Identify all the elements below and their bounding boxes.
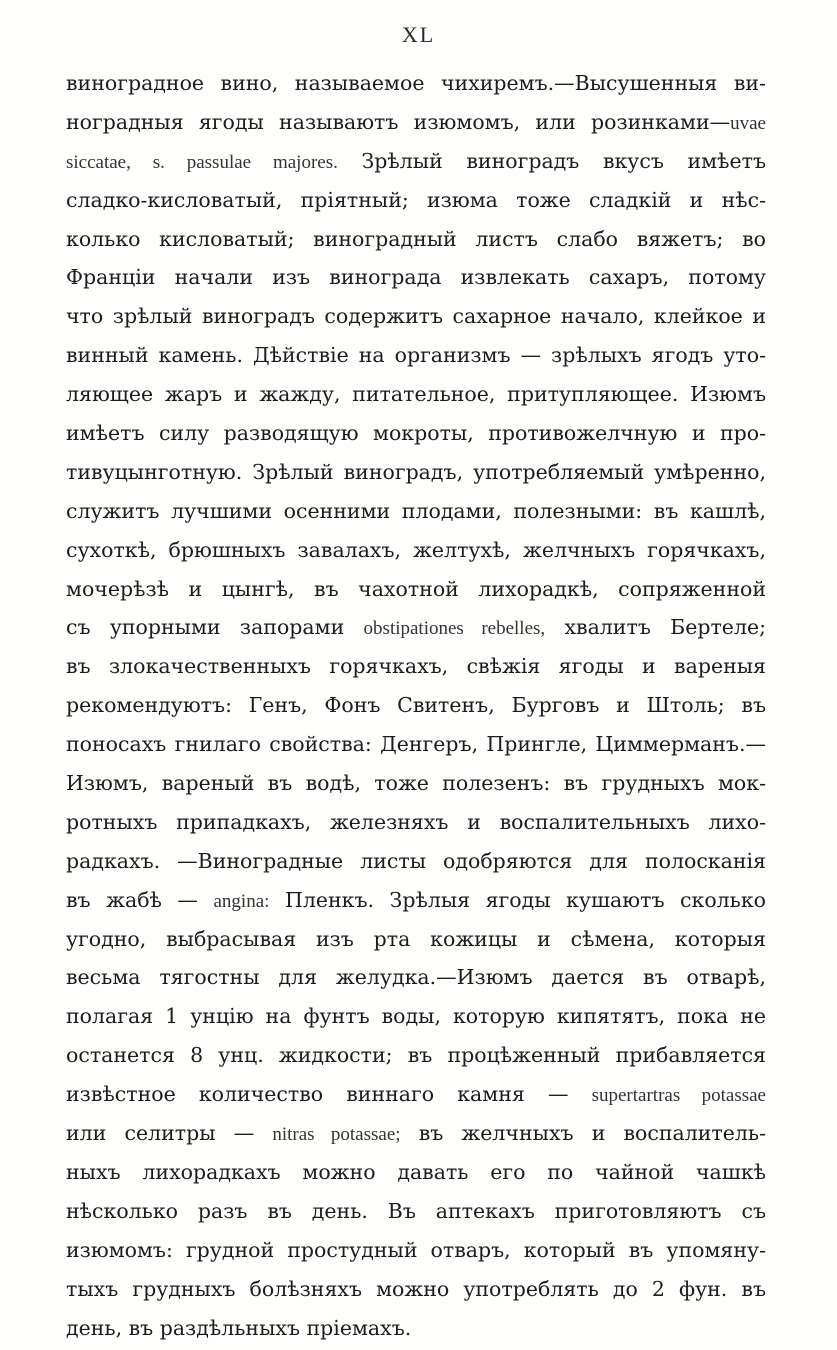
text-line [66, 220, 766, 259]
text-segment: рекомендуютъ: Генъ, Фонъ Свитенъ, Бурговъ и Штоль; въ [66, 693, 766, 718]
text-segment: весьма тягостны для желудка.—Изюмъ дается въ отварѣ, [66, 965, 766, 990]
text-line [66, 608, 766, 647]
text-segment: Франціи начали изъ винограда извлекать сахаръ, потому [66, 265, 766, 290]
text-segment: виноградное вино, называемое чихиремъ.—Высушенныя ви- [66, 71, 766, 95]
text-line [66, 881, 766, 920]
text-segment: сладко-кисловатый, пріятный; изюма тоже сладкій и нѣс- [66, 187, 766, 212]
text-segment: Зрѣлый виноградъ вкусъ имѣетъ [337, 148, 766, 173]
text-segment: нѣсколько разъ въ день. Въ аптекахъ приготовляютъ съ [66, 1198, 766, 1223]
text-line [66, 1153, 766, 1192]
text-line [66, 803, 766, 842]
text-segment: въ желчныхъ и воспалитель- [400, 1121, 766, 1146]
text-segment: винный камень. Дѣйствіе на организмъ — зрѣлыхъ ягодъ уто- [66, 343, 766, 368]
text-line [66, 686, 766, 725]
text-segment: полагая 1 унцію на фунтъ воды, которую кипятятъ, пока не [66, 1004, 766, 1029]
text-segment: Пленкъ. Зрѣлыя ягоды кушаютъ сколько [269, 887, 766, 912]
text-segment: или селитры — [66, 1121, 273, 1146]
text-line [66, 103, 766, 142]
text-segment: день, въ раздѣльныхъ пріемахъ. [66, 1315, 412, 1340]
text-segment: Изюмъ, вареный въ водѣ, тоже полезенъ: въ грудныхъ мок- [66, 771, 766, 796]
text-line [66, 258, 766, 297]
text-line [66, 570, 766, 609]
text-line [66, 958, 766, 997]
text-line [66, 1309, 766, 1348]
text-line [66, 375, 766, 414]
text-line [66, 997, 766, 1036]
text-line [66, 842, 766, 881]
text-segment: радкахъ. —Виноградные листы одобряются для полосканія [66, 848, 766, 873]
text-line [66, 64, 766, 103]
text-line [66, 531, 766, 570]
text-segment: угодно, выбрасывая изъ рта кожицы и сѣмена, которыя [66, 926, 766, 951]
text-segment: въ жабѣ — [66, 887, 214, 912]
text-segment: служитъ лучшими осенними плодами, полезными: въ кашлѣ, [66, 498, 766, 523]
text-line [66, 764, 766, 803]
text-segment: мочерѣзѣ и цынгѣ, въ чахотной лихорадкѣ, сопряженной [66, 576, 766, 601]
text-segment: колько кисловатый; виноградный листъ слабо вяжетъ; во [66, 226, 766, 251]
text-line [66, 920, 766, 959]
text-segment: ротныхъ припадкахъ, железняхъ и воспалительныхъ лихо- [66, 809, 766, 834]
body-text [66, 64, 766, 1347]
text-line [66, 453, 766, 492]
text-segment: поносахъ гнилаго свойства: Денгеръ, Прингле, Циммерманъ.— [66, 732, 766, 757]
latin-term: angina: [213, 890, 270, 912]
text-line [66, 1270, 766, 1309]
text-segment: имѣетъ силу разводящую мокроты, противожелчную и про- [66, 421, 766, 446]
text-line [66, 725, 766, 764]
text-segment: сухоткѣ, брюшныхъ завалахъ, желтухѣ, желчныхъ горячкахъ, [66, 537, 766, 562]
latin-term: siccatae, s. passulae majores. [66, 151, 338, 173]
text-segment: тивуцынготную. Зрѣлый виноградъ, употребляемый умѣренно, [66, 459, 766, 484]
text-segment: въ злокачественныхъ горячкахъ, свѣжія ягоды и вареныя [66, 654, 766, 679]
text-line [66, 1231, 766, 1270]
text-segment: останется 8 унц. жидкости; въ процѣженный прибавляется [66, 1043, 766, 1068]
text-segment: съ упорными запорами [66, 615, 364, 640]
page-number: XL [401, 22, 436, 47]
text-line [66, 1036, 766, 1075]
text-line [66, 1075, 766, 1114]
text-segment: ляющее жаръ и жажду, питательное, притупляющее. Изюмъ [66, 382, 766, 407]
text-line [66, 1192, 766, 1231]
text-line [66, 181, 766, 220]
latin-term: obstipationes rebelles, [363, 618, 546, 640]
text-line [66, 336, 766, 375]
text-segment: ноградныя ягоды называютъ изюмомъ, или розинками— [66, 109, 731, 134]
text-segment: тыхъ грудныхъ болѣзняхъ можно употреблять до 2 фун. въ [66, 1276, 766, 1301]
text-segment: извѣстное количество виннаго камня — [66, 1082, 592, 1107]
text-segment: хвалитъ Бертеле; [545, 615, 766, 640]
text-segment: ныхъ лихорадкахъ можно давать его по чайной чашкѣ [66, 1159, 766, 1184]
text-line [66, 414, 766, 453]
text-segment: изюмомъ: грудной простудный отваръ, который въ упомяну- [66, 1237, 766, 1262]
text-line [66, 647, 766, 686]
text-line [66, 1114, 766, 1153]
latin-term: uvae [730, 112, 766, 134]
text-segment: что зрѣлый виноградъ содержитъ сахарное начало, клейкое и [66, 304, 766, 329]
latin-term: supertartras potassae [591, 1085, 766, 1107]
latin-term: nitras potassae; [272, 1124, 401, 1146]
text-line [66, 297, 766, 336]
text-line [66, 142, 766, 181]
text-line [66, 492, 766, 531]
